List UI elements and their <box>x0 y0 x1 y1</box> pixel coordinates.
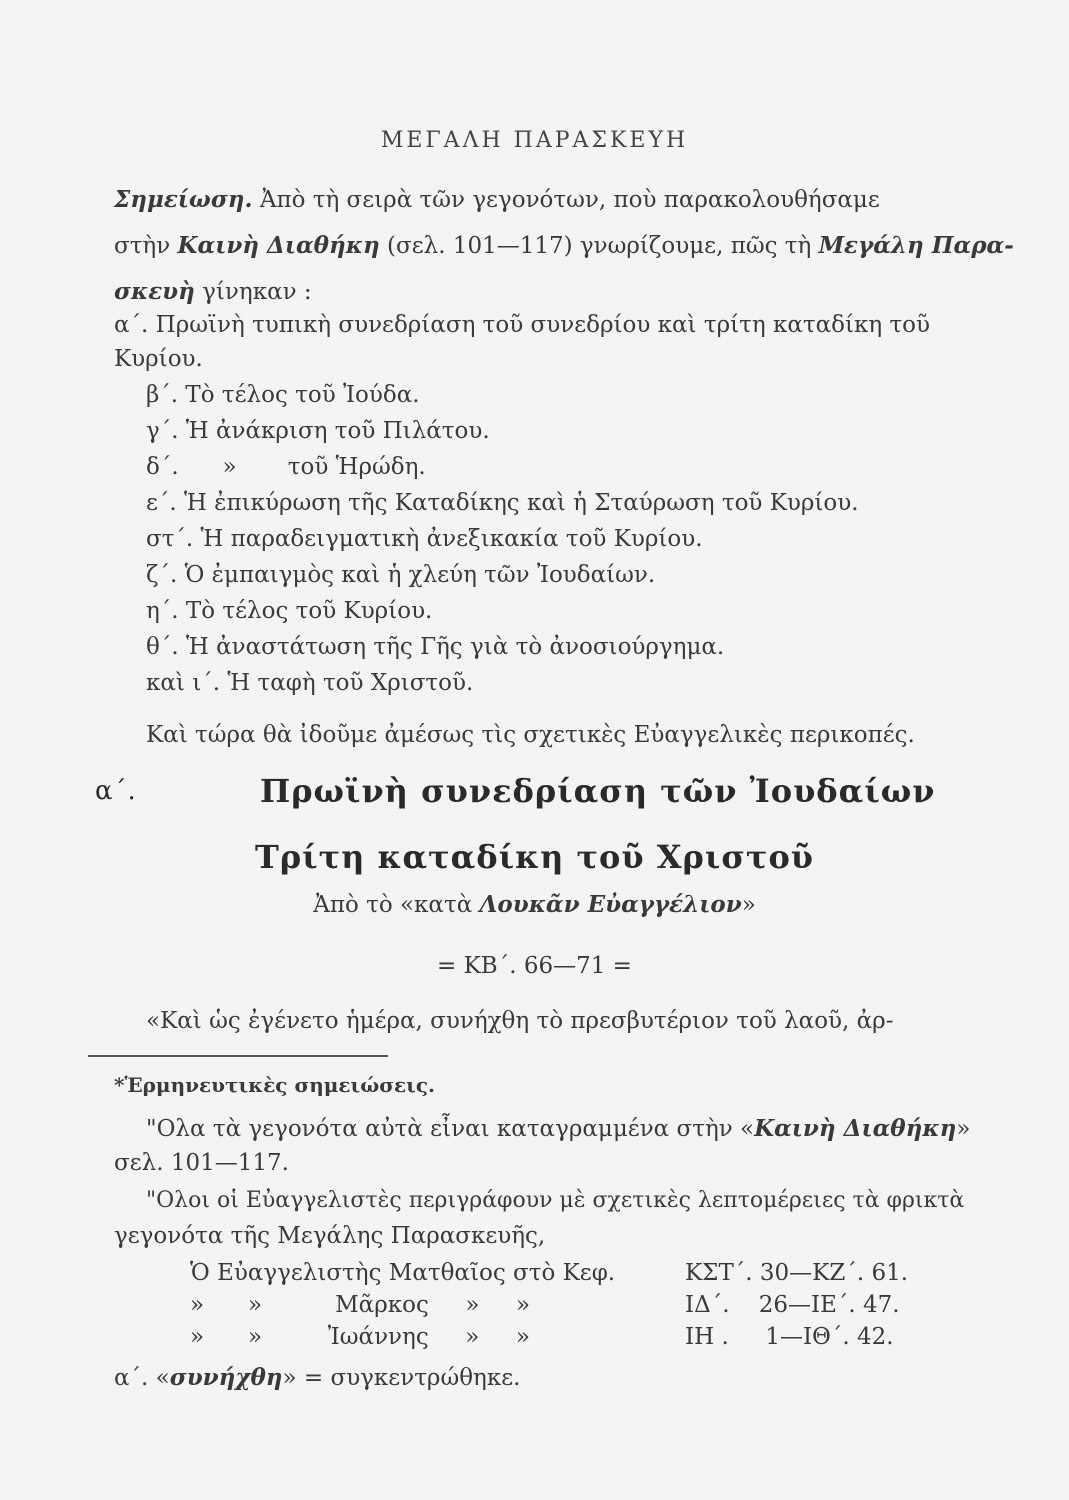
source-pre: Ἀπὸ τὸ «κατὰ <box>313 892 473 918</box>
footnote-p1-line2: σελ. 101—117. <box>114 1150 289 1176</box>
gloss-post: » = συγκεντρώθηκε. <box>282 1365 521 1391</box>
event-st: στ΄. Ἡ παραδειγματικὴ ἀνεξικακία τοῦ Κυρίου. <box>146 526 703 552</box>
table-row-matthew-c1: Ὁ Εὐαγγελιστὴς Ματθαῖος στὸ Κεφ. <box>190 1260 616 1286</box>
note-book-title: Καινὴ Διαθήκη <box>177 232 380 259</box>
event-th: θ΄. Ἡ ἀναστάτωση τῆς Γῆς γιὰ τὸ ἀνοσιούργημα. <box>146 634 725 660</box>
event-i: καὶ ι΄. Ἡ ταφὴ τοῦ Χριστοῦ. <box>146 670 474 696</box>
note-line-2 <box>114 234 1014 258</box>
note-line-3 <box>114 280 312 304</box>
note-line1-text: Ἀπὸ τὴ σειρὰ τῶν γεγονότων, ποὺ παρακολουθήσαμε <box>259 187 880 213</box>
source-gospel: Λουκᾶν Εὐαγγέλιον <box>479 891 742 918</box>
table-row-mark-c1: » » Μᾶρκος » » <box>190 1292 531 1318</box>
gloss-word: συνήχθη <box>169 1364 283 1391</box>
footnote-gloss <box>114 1366 520 1390</box>
source-post: » <box>741 892 756 918</box>
note-line2-pre: στὴν <box>114 233 171 259</box>
section-number: α΄. <box>95 776 137 806</box>
section-title-2: Τρίτη καταδίκη τοῦ Χριστοῦ <box>255 838 814 876</box>
note-line2-em: Μεγάλη Παρα- <box>818 232 1014 259</box>
footnotes-heading: *Ἑρμηνευτικὲς σημειώσεις. <box>114 1073 435 1097</box>
note-line2-mid: (σελ. 101—117) γνωρίζουμε, πῶς τὴ <box>387 233 812 259</box>
event-e: ε΄. Ἡ ἐπικύρωση τῆς Καταδίκης καὶ ἡ Σταύρωση τοῦ Κυρίου. <box>146 490 859 516</box>
section-source <box>0 893 1069 917</box>
note-line-1 <box>114 188 880 212</box>
event-a: α΄. Πρωϊνὴ τυπικὴ συνεδρίαση τοῦ συνεδρίου καὶ τρίτη καταδίκη τοῦ <box>114 312 931 338</box>
section-reference: = ΚΒ΄. 66—71 = <box>437 953 632 979</box>
fn-p1-book: Καινὴ Διαθήκη <box>754 1115 957 1142</box>
event-c: γ΄. Ἡ ἀνάκριση τοῦ Πιλάτου. <box>146 418 490 444</box>
section-title-1: Πρωϊνὴ συνεδρίαση τῶν Ἰουδαίων <box>260 772 936 810</box>
footnote-p2-line2: γεγονότα τῆς Μεγάλης Παρασκευῆς, <box>114 1223 546 1249</box>
note-line3-em: σκευὴ <box>114 278 195 305</box>
fn-p1-pre: "Ολα τὰ γεγονότα αὐτὰ εἶναι καταγραμμένα στὴν « <box>146 1116 755 1142</box>
gloss-pre: α΄. « <box>114 1365 170 1391</box>
footnote-divider <box>88 1055 388 1057</box>
event-d: δ΄. » τοῦ Ἡρώδη. <box>146 454 426 480</box>
footnote-p2-line1: "Ολοι οἱ Εὐαγγελιστὲς περιγράφουν μὲ σχετικὲς λεπτομέρειες τὰ φρικτὰ <box>146 1188 965 1213</box>
gospel-quote: «Καὶ ὡς ἐγένετο ἡμέρα, συνήχθη τὸ πρεσβυτέριον τοῦ λαοῦ, ἀρ- <box>146 1008 894 1034</box>
event-a-cont: Κυρίου. <box>114 346 203 372</box>
event-z: ζ΄. Ὁ ἐμπαιγμὸς καὶ ἡ χλεύη τῶν Ἰουδαίων. <box>146 562 656 588</box>
note-line3-rest: γίνηκαν : <box>202 279 312 305</box>
page-header: ΜΕΓΑΛΗ ΠΑΡΑΣΚΕΥΗ <box>380 128 689 153</box>
fn-p1-post: » <box>956 1116 971 1142</box>
intro-text: Καὶ τώρα θὰ ἰδοῦμε ἀμέσως τὶς σχετικὲς Εὐαγγελικὲς περικοπές. <box>146 722 915 748</box>
footnote-p1-line1 <box>146 1117 970 1141</box>
event-b: β΄. Τὸ τέλος τοῦ Ἰούδα. <box>146 382 420 408</box>
table-row-john-c1: » » Ἰωάννης » » <box>190 1324 530 1350</box>
table-row-john-c2: ΙΗ . 1—ΙΘ΄. 42. <box>685 1324 894 1350</box>
table-row-matthew-c2: ΚΣΤ΄. 30—ΚΖ΄. 61. <box>685 1260 909 1286</box>
table-row-mark-c2: ΙΔ΄. 26—ΙΕ΄. 47. <box>685 1292 900 1318</box>
note-label: Σημείωση. <box>114 186 253 213</box>
event-h: η΄. Τὸ τέλος τοῦ Κυρίου. <box>146 598 433 624</box>
